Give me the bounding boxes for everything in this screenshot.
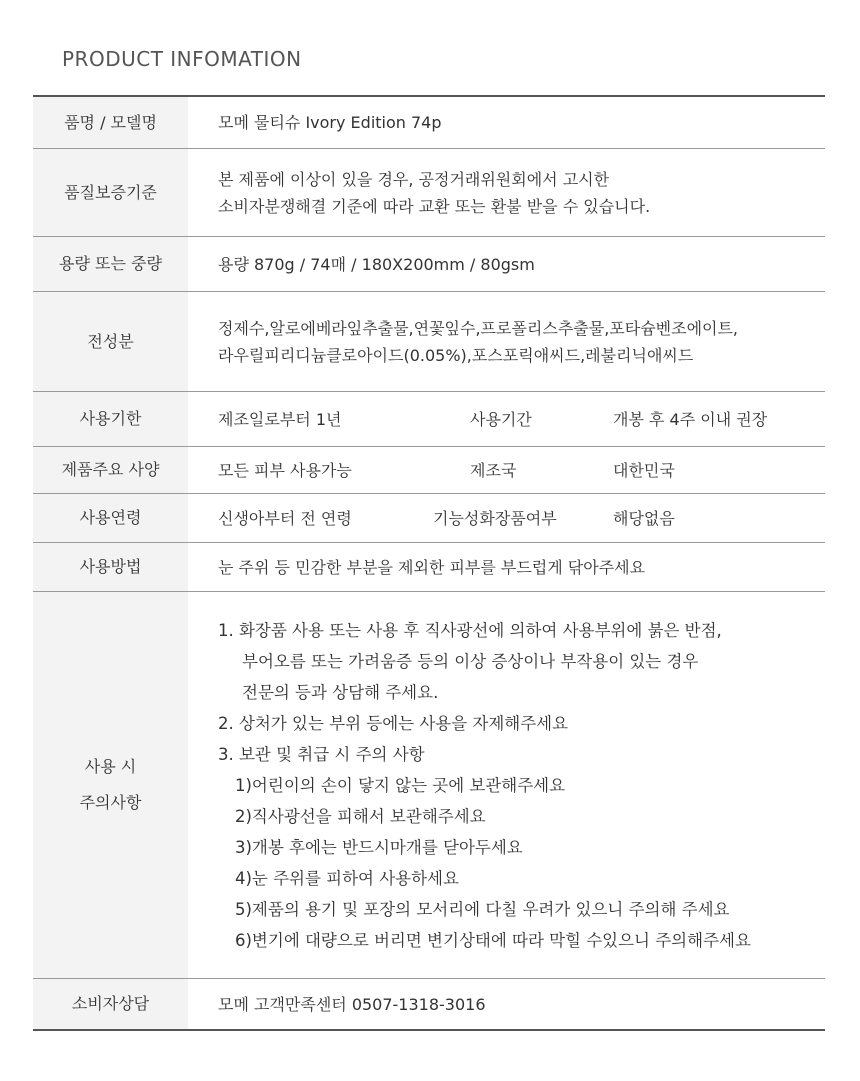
table-row [33,292,825,392]
row-value: 신생아부터 전 연령 [218,508,352,528]
sub-value: 대한민국 [613,460,675,480]
note-line: 2)직사광선을 피해서 보관해주세요 [235,806,486,826]
sub-label: 기능성화장품여부 [433,508,557,528]
caution-notes [188,592,825,978]
table-row [33,543,825,592]
row-label: 제품주요 사양 [33,447,188,493]
product-info-table [33,95,825,1031]
row-value: 모든 피부 사용가능 [218,460,352,480]
note-line: 부어오름 또는 가려움증 등의 이상 증상이나 부작용이 있는 경우 [242,651,699,671]
row-value: 제조일로부터 1년 [218,409,342,429]
table-row [33,237,825,292]
note-line: 5)제품의 용기 및 포장의 모서리에 다칠 우려가 있으니 주의해 주세요 [235,899,730,919]
row-value: 눈 주위 등 민감한 부분을 제외한 피부를 부드럽게 닦아주세요 [218,557,646,577]
label-line: 주의사항 [79,793,142,812]
note-line: 1. 화장품 사용 또는 사용 후 직사광선에 의하여 사용부위에 붉은 반점, [218,620,722,640]
sub-value: 개봉 후 4주 이내 권장 [613,409,768,429]
table-row [33,149,825,237]
row-label: 소비자상담 [33,979,188,1029]
table-row [33,979,825,1029]
row-label [33,592,188,978]
sub-label: 제조국 [470,460,517,480]
note-line: 1)어린이의 손이 닿지 않는 곳에 보관해주세요 [235,775,566,795]
table-row [33,447,825,494]
row-label: 사용기한 [33,392,188,446]
label-line: 사용 시 [84,757,137,776]
sub-value: 해당없음 [613,508,675,528]
row-label: 품질보증기준 [33,149,188,236]
row-value: 모메 물티슈 Ivory Edition 74p [218,113,442,132]
row-label: 전성분 [33,292,188,391]
row-value: 모메 고객만족센터 0507-1318-3016 [218,994,486,1014]
sub-label: 사용기간 [470,409,532,429]
table-row [33,392,825,447]
value-line: 본 제품에 이상이 있을 경우, 공정거래위원회에서 고시한 [218,169,610,189]
note-line: 4)눈 주위를 피하여 사용하세요 [235,868,459,888]
row-label: 사용방법 [33,543,188,591]
table-row [33,592,825,979]
row-label: 품명 / 모델명 [33,97,188,148]
note-line: 전문의 등과 상담해 주세요. [242,682,439,702]
row-value [188,292,825,391]
page-title: PRODUCT INFOMATION [62,47,302,71]
note-line: 2. 상처가 있는 부위 등에는 사용을 자제해주세요 [218,713,569,733]
note-line: 3)개봉 후에는 반드시마개를 닫아두세요 [235,837,523,857]
value-line: 소비자분쟁해결 기준에 따라 교환 또는 환불 받을 수 있습니다. [218,196,651,216]
table-row [33,494,825,543]
value-line: 라우릴피리디늄클로아이드(0.05%),포스포릭애씨드,레불리닉애씨드 [218,345,694,365]
row-label: 사용연령 [33,494,188,542]
value-line: 정제수,알로에베라잎추출물,연꽃잎수,프로폴리스추출물,포타슘벤조에이트, [218,318,739,338]
row-value [188,149,825,236]
row-value: 용량 870g / 74매 / 180X200mm / 80gsm [218,254,535,274]
table-row [33,97,825,149]
note-line: 3. 보관 및 취급 시 주의 사항 [218,744,425,764]
row-label: 용량 또는 중량 [33,237,188,291]
note-line: 6)변기에 대량으로 버리면 변기상태에 따라 막힐 수있으니 주의해주세요 [235,930,751,950]
